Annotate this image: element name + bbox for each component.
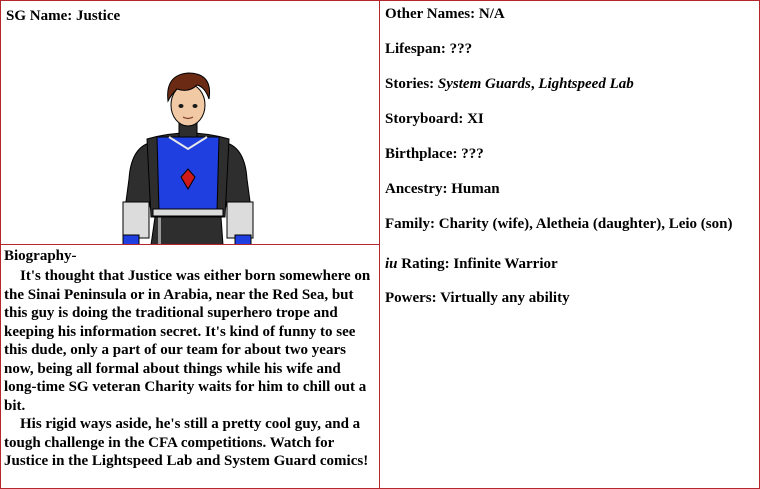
stories-separator: ,	[530, 76, 539, 92]
story-title: System Guards	[437, 76, 531, 92]
storyboard: Storyboard: XI	[385, 111, 484, 127]
lifespan: Lifespan: ???	[385, 41, 473, 57]
other-names: Other Names: N/A	[385, 6, 505, 22]
biography-paragraph: It's thought that Justice was either born somewhere on the Sinai Peninsula or in Arabia, near the Red Sea, but this guy is doing the traditional superhero trope and keeping his information secret. It's kind of funny to see this dude, only a part of our team for about two years now, being all formal about things while his wife and long-time SG veteran Charity waits for him to chill out a bit.	[4, 268, 371, 414]
rating-value: Rating: Infinite Warrior	[397, 256, 558, 272]
rating	[385, 255, 755, 273]
biography-text	[4, 267, 376, 471]
story-title: Lightspeed Lab	[538, 76, 634, 92]
character-portrait	[113, 69, 263, 245]
family: Family: Charity (wife), Aletheia (daughter), Leio (son)	[385, 216, 733, 232]
ancestry: Ancestry: Human	[385, 181, 500, 197]
stories	[385, 75, 755, 93]
rating-prefix: iu	[385, 256, 398, 272]
sg-name-title: SG Name: Justice	[6, 8, 121, 24]
biography-cell	[0, 244, 380, 489]
info-list	[385, 5, 755, 324]
name-cell	[0, 0, 380, 245]
powers: Powers: Virtually any ability	[385, 290, 570, 306]
biography-heading: Biography-	[4, 248, 77, 264]
stories-label: Stories:	[385, 76, 438, 92]
biography-paragraph: His rigid ways aside, he's still a pretty cool guy, and a tough challenge in the CFA competitions. Watch for Justice in the Lightspeed Lab and System Guard comics!	[4, 416, 369, 469]
birthplace: Birthplace: ???	[385, 146, 484, 162]
info-cell	[379, 0, 760, 489]
